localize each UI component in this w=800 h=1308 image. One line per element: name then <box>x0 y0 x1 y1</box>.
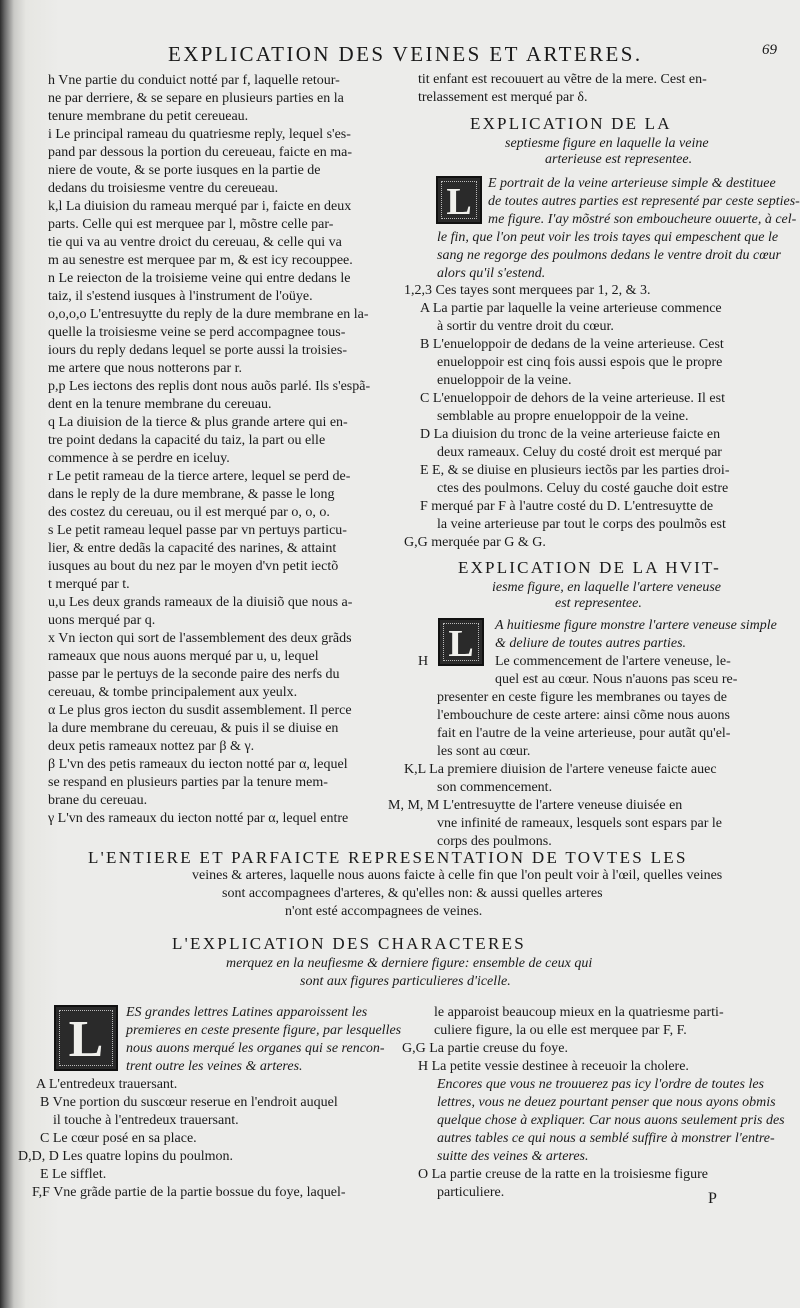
left-line-4: i Le principal rameau du quatriesme reply, lequel s'es- <box>48 127 351 142</box>
right-line-C2: semblable au propre enueloppoir de la veine. <box>437 409 689 424</box>
left-line-5: pand par dessous la portion du cereueau, faicte en ma- <box>48 145 352 160</box>
intro8-line-2: & deliure de toutes autres parties. <box>495 636 687 651</box>
chars-right-O2: particuliere. <box>437 1185 505 1200</box>
left-line-20: q La diuision de la tierce & plus grande artere qui en- <box>48 415 348 430</box>
chars-right-ital-2: lettres, vous ne deuez pourtant penser que nous ayons obmis <box>437 1095 776 1110</box>
entire-line-1: veines & arteres, laquelle nous auons faicte à celle fin que l'on peult voir à l'œil, quelles veines <box>192 868 723 883</box>
drop-cap-L-2: L <box>438 618 484 666</box>
chars-right-1: le apparoist beaucoup mieux en la quatriesme parti- <box>434 1005 724 1020</box>
right-line-C1: C L'enueloppoir de dehors de la veine arterieuse. Il est <box>420 391 725 406</box>
left-line-34: passe par le pertuys de la seconde paire des nerfs du <box>48 667 340 682</box>
left-line-40: se respand en plusieurs parties par la tenure mem- <box>48 775 328 790</box>
left-line-26: s Le petit rameau lequel passe par vn pertuys particu- <box>48 523 347 538</box>
right-line-1: tit enfant est recouuert au vẽtre de la mere. Cest en- <box>418 72 707 87</box>
chars-line-E: E Le sifflet. <box>40 1167 107 1182</box>
left-line-1: h Vne partie du conduict notté par f, laquelle retour- <box>48 73 340 88</box>
left-line-14: o,o,o,o L'entresuytte du reply de la dure membrane en la- <box>48 307 369 322</box>
page-number: 69 <box>762 42 777 58</box>
left-line-9: parts. Celle qui est merquee par l, mõstre celle par- <box>48 217 334 232</box>
chars-right-O1: O La partie creuse de la ratte en la troisiesme figure <box>418 1167 708 1182</box>
left-line-36: α Le plus gros iecton du susdit assemblement. Il perce <box>48 703 352 718</box>
right-line-F1: F merqué par F à l'autre costé du D. L'entresuytte de <box>420 499 714 514</box>
left-line-27: lier, & entre dedãs la capacité des narines, & attaint <box>48 541 337 556</box>
section-heading-7: EXPLICATION DE LA <box>470 114 672 133</box>
chars-intro-2: premieres en ceste presente figure, par lesquelles <box>126 1023 402 1038</box>
left-line-38: deux petis rameaux nottez par β & γ. <box>48 739 255 754</box>
right-line-MM2: vne infinité de rameaux, lesquels sont espars par le <box>437 816 722 831</box>
intro7-line-1: E portrait de la veine arterieuse simple & destituee <box>488 176 776 191</box>
right-line-KL2: son commencement. <box>437 780 553 795</box>
chars-line-A: A L'entredeux trauersant. <box>36 1077 178 1092</box>
right-line-H2: quel est au cœur. Nous n'auons pas sceu re- <box>495 672 738 687</box>
entire-line-3: n'ont esté accompagnees de veines. <box>285 904 483 919</box>
right-line-A1: A La partie par laquelle la veine arterieuse commence <box>420 301 722 316</box>
left-line-21: tre point dedans la capacité du taiz, la part ou elle <box>48 433 326 448</box>
left-line-39: β L'vn des petis rameaux du iecton notté par α, lequel <box>48 757 348 772</box>
right-line-B1: B L'enueloppoir de dedans de la veine arterieuse. Cest <box>420 337 724 352</box>
section-sub-7b: arterieuse est representee. <box>545 152 693 167</box>
right-line-H6: les sont au cœur. <box>437 744 531 759</box>
left-line-12: n Le reiecton de la troisieme veine qui entre dedans le <box>48 271 351 286</box>
chars-intro-1: ES grandes lettres Latines apparoissent les <box>126 1005 368 1020</box>
right-line-MM1: M, M, M L'entresuytte de l'artere veneuse diuisée en <box>388 798 683 813</box>
chars-line-C: C Le cœur posé en sa place. <box>40 1131 197 1146</box>
left-line-32: x Vn iecton qui sort de l'assemblement des deux grãds <box>48 631 352 646</box>
left-line-3: tenure membrane du petit cereueau. <box>48 109 249 124</box>
chars-intro-3: nous auons merqué les organes qui se rencon- <box>126 1041 385 1056</box>
section-sub-8a: iesme figure, en laquelle l'artere veneuse <box>492 580 721 595</box>
chars-right-ital-3: quelque chose à expliquer. Car nous auons seulement pris des <box>437 1113 785 1128</box>
right-line-H1: Le commencement de l'artere veneuse, le- <box>495 654 731 669</box>
chars-intro-4: trent outre les veines & arteres. <box>126 1059 303 1074</box>
left-line-22: commence à se perdre en iceluy. <box>48 451 230 466</box>
right-line-E1: E E, & se diuise en plusieurs iectõs par les parties droi- <box>420 463 730 478</box>
intro7-line-6: alors qu'il s'estend. <box>437 266 546 281</box>
chars-line-D: D,D, D Les quatre lopins du poulmon. <box>18 1149 234 1164</box>
left-line-17: me artere que nous notterons par r. <box>48 361 242 376</box>
left-line-6: niere de voute, & se porte iusques en la partie de <box>48 163 321 178</box>
right-line-B2: enueloppoir est cinq fois aussi espois que le propre <box>437 355 723 370</box>
left-line-19: dent en la tenure membrane du cereuau. <box>48 397 272 412</box>
section-heading-8: EXPLICATION DE LA HVIT- <box>458 558 721 577</box>
right-line-B3: enueloppoir de la veine. <box>437 373 572 388</box>
left-line-30: u,u Les deux grands rameaux de la diuisiõ que nous a- <box>48 595 353 610</box>
right-line-A2: à sortir du ventre droit du cœur. <box>437 319 614 334</box>
drop-cap-L-1: L <box>436 176 482 224</box>
right-line-H5: fait en l'autre de la veine arterieuse, pour autãt qu'el- <box>437 726 731 741</box>
intro7-line-4: le fin, que l'on peut voir les trois tayes qui empeschent que le <box>437 230 779 245</box>
chars-line-B1: B Vne portion du suscœur reserue en l'endroit auquel <box>40 1095 338 1110</box>
left-line-25: des costez du cereuau, ou il est merqué par o, o, o. <box>48 505 330 520</box>
characters-sub-2: sont aux figures particulieres d'icelle. <box>300 974 511 989</box>
left-line-8: k,l La diuision du rameau merqué par i, faicte en deux <box>48 199 352 214</box>
left-line-42: γ L'vn des rameaux du iecton notté par α, lequel entre <box>48 811 349 826</box>
signature-mark: P <box>708 1190 717 1207</box>
running-header: EXPLICATION DES VEINES ET ARTERES. <box>168 42 643 66</box>
entire-line-2: sont accompagnees d'arteres, & qu'elles non: & aussi quelles arteres <box>222 886 603 901</box>
intro7-line-3: me figure. I'ay mõstré son emboucheure ouuerte, à cel- <box>488 212 797 227</box>
right-line-GG: G,G merquée par G & G. <box>404 535 546 550</box>
right-line-H4: l'embouchure de ceste artere: ainsi cõme nous auons <box>437 708 730 723</box>
characters-title: L'EXPLICATION DES CHARACTERES <box>172 934 527 953</box>
left-line-35: cereuau, & tombe principalement aux yeulx. <box>48 685 298 700</box>
right-line-D1: D La diuision du tronc de la veine arterieuse faicte en <box>420 427 721 442</box>
chars-right-GG: G,G La partie creuse du foye. <box>402 1041 568 1056</box>
chars-right-H: H La petite vessie destinee à receuoir la cholere. <box>418 1059 689 1074</box>
left-line-31: uons merqué par q. <box>48 613 156 628</box>
intro7-line-5: sang ne regorge des poulmons dedans le ventre droit du cœur <box>437 248 781 263</box>
right-line-MM3: corps des poulmons. <box>437 834 552 849</box>
left-line-13: taiz, il s'estend iusques à l'instrument de l'oüye. <box>48 289 313 304</box>
chars-right-2: culiere figure, la ou elle est merquee par F, F. <box>434 1023 687 1038</box>
chars-right-ital-4: autres tables ce qui nous a semblé suffire à monstrer l'entre- <box>437 1131 775 1146</box>
intro8-line-1: A huitiesme figure monstre l'artere veneuse simple <box>495 618 777 633</box>
right-line-2: trelassement est merqué par δ. <box>418 90 588 105</box>
section-sub-7a: septiesme figure en laquelle la veine <box>505 136 709 151</box>
left-line-28: iusques au bout du nez par le moyen d'vn petit iectõ <box>48 559 339 574</box>
right-line-123: 1,2,3 Ces tayes sont merquees par 1, 2, & 3. <box>404 283 651 298</box>
drop-cap-L-3: L <box>54 1005 118 1071</box>
left-line-15: quelle la troisiesme veine se perd accompagnee tous- <box>48 325 346 340</box>
chars-line-F: F,F Vne grãde partie de la partie bossue du foye, laquel- <box>32 1185 346 1200</box>
chars-line-B2: il touche à l'entredeux trauersant. <box>53 1113 239 1128</box>
right-line-D2: deux rameaux. Celuy du costé droit est merqué par <box>437 445 722 460</box>
left-line-10: tie qui va au ventre droict du cereuau, & celle qui va <box>48 235 342 250</box>
right-line-F2: la veine arterieuse par tout le corps des poulmõs est <box>437 517 726 532</box>
chars-right-ital-1: Encores que vous ne trouuerez pas icy l'ordre de toutes les <box>437 1077 764 1092</box>
left-line-24: dans le reply de la dure membrane, & passe le long <box>48 487 335 502</box>
right-line-E2: ctes des poulmons. Celuy du costé gauche doit estre <box>437 481 729 496</box>
left-line-2: ne par derriere, & se separe en plusieurs parties en la <box>48 91 344 106</box>
characters-sub-1: merquez en la neufiesme & derniere figure: ensemble de ceux qui <box>226 956 593 971</box>
left-line-37: la dure membrane du cereuau, & puis il se diuise en <box>48 721 339 736</box>
left-line-33: rameaux que nous auons merqué par u, u, lequel <box>48 649 319 664</box>
right-line-H3: presenter en ceste figure les membranes ou tayes de <box>437 690 727 705</box>
chars-right-ital-5: suitte des veines & arteres. <box>437 1149 589 1164</box>
intro7-line-2: de toutes autres parties est representé par ceste septies- <box>488 194 800 209</box>
left-line-7: dedans du troisiesme ventre du cereueau. <box>48 181 279 196</box>
entire-title: L'ENTIERE ET PARFAICTE REPRESENTATION DE TOVTES LES <box>88 848 688 867</box>
left-line-16: iours du reply dedans lequel se porte aussi la troisies- <box>48 343 347 358</box>
section-sub-8b: est representee. <box>555 596 642 611</box>
right-line-H: H <box>418 654 429 669</box>
left-line-18: p,p Les iectons des replis dont nous auõs parlé. Ils s'espã- <box>48 379 371 394</box>
left-line-29: t merqué par t. <box>48 577 130 592</box>
left-line-11: m au senestre est merquee par m, & est icy recouppee. <box>48 253 353 268</box>
left-line-23: r Le petit rameau de la tierce artere, lequel se perd de- <box>48 469 351 484</box>
left-line-41: brane du cereuau. <box>48 793 148 808</box>
right-line-KL1: K,L La premiere diuision de l'artere veneuse faicte auec <box>404 762 717 777</box>
